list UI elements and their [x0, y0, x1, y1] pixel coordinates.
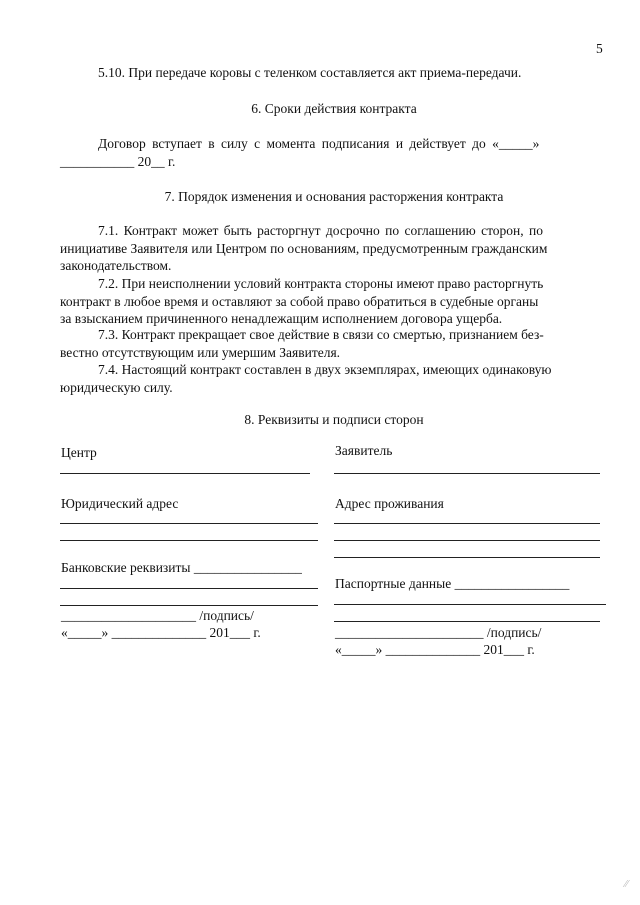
clause-7-4-line-2: юридическую силу. [60, 379, 173, 395]
applicant-address-line-1 [334, 523, 600, 524]
applicant-passport-line-2 [334, 621, 600, 622]
section-7-heading: 7. Порядок изменения и основания расторжения контракта [164, 189, 504, 204]
center-address-line-2 [60, 540, 318, 541]
center-date: «_____» ______________ 201___ г. [61, 625, 261, 640]
applicant-name-line [334, 473, 600, 474]
center-name-line [60, 473, 310, 474]
clause-7-1-line-2: инициативе Заявителя или Центром по основаниям, предусмотренным гражданским [60, 240, 548, 256]
section-6-heading: 6. Сроки действия контракта [251, 101, 417, 116]
clause-7-3 [60, 326, 608, 361]
section-6-line-2: ___________ 20__ г. [60, 153, 176, 169]
section-8-heading: 8. Реквизиты и подписи сторон [244, 412, 424, 427]
center-legal-address-label: Юридический адрес [61, 496, 179, 511]
center-bank-details-label: Банковские реквизиты ________________ [61, 560, 302, 575]
page-number: 5 [596, 41, 603, 56]
center-bank-line-2 [60, 605, 318, 606]
center-address-line-1 [60, 523, 318, 524]
applicant-address-line-2 [334, 540, 600, 541]
clause-7-4-line-1: 7.4. Настоящий контракт составлен в двух экземплярах, имеющих одинаковую [98, 362, 552, 377]
scan-mark-decoration: ⁄⁄ [624, 878, 628, 890]
party-applicant-title: Заявитель [335, 443, 393, 458]
clause-7-3-line-1: 7.3. Контракт прекращает свое действие в связи со смертью, признанием без- [98, 327, 544, 342]
applicant-date: «_____» ______________ 201___ г. [335, 642, 535, 657]
clause-5-10: 5.10. При передаче коровы с теленком составляется акт приема-передачи. [98, 65, 522, 80]
clause-7-4 [60, 361, 608, 396]
clause-7-3-line-2: вестно отсутствующим или умершим Заявителя. [60, 344, 341, 360]
applicant-passport-label: Паспортные данные _________________ [335, 576, 570, 591]
clause-7-2 [60, 275, 608, 328]
center-signature: ____________________ /подпись/ [61, 608, 254, 623]
clause-7-1-line-3: законодательством. [60, 258, 172, 273]
party-center-title: Центр [61, 445, 97, 460]
clause-7-2-line-3: за взысканием причиненного ненадлежащим исполнением договора ущерба. [60, 311, 503, 326]
clause-7-1 [60, 222, 608, 275]
applicant-signature: ______________________ /подпись/ [335, 625, 542, 640]
clause-7-2-line-2: контракт в любое время и оставляют за собой право обратиться в судебные органы [60, 293, 539, 309]
section-6-text [60, 135, 608, 170]
applicant-address-line-3 [334, 557, 600, 558]
clause-7-2-line-1: 7.2. При неисполнении условий контракта стороны имеют право расторгнуть [98, 276, 544, 291]
applicant-passport-line-1 [334, 604, 606, 605]
applicant-residence-address-label: Адрес проживания [335, 496, 444, 511]
clause-7-1-line-1: 7.1. Контракт может быть расторгнут досрочно по соглашению сторон, по [98, 223, 543, 238]
section-6-line-1: Договор вступает в силу с момента подписания и действует до «_____» [98, 136, 540, 151]
center-bank-line-1 [60, 588, 318, 589]
